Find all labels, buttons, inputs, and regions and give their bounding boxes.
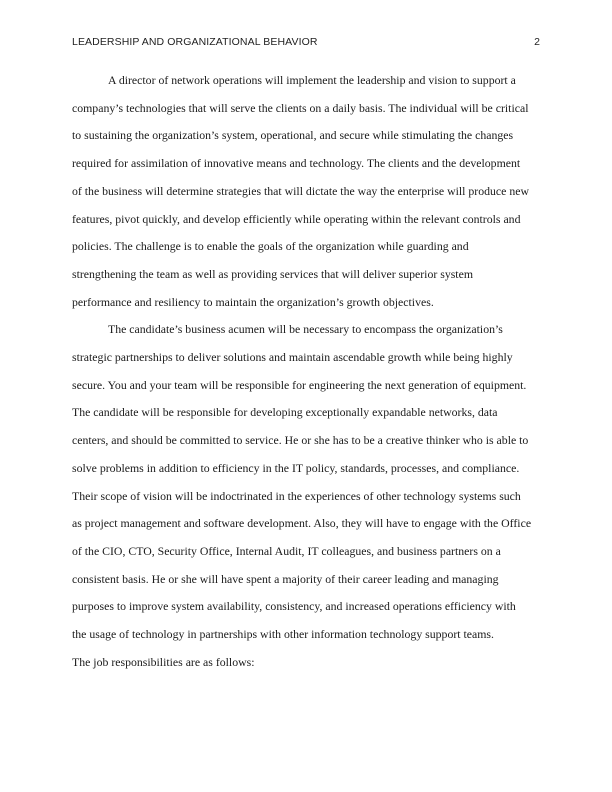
paragraph-line: A director of network operations will implement the leadership and vision to support a [108, 73, 516, 87]
paragraph-line: policies. The challenge is to enable the goals of the organization while guarding and [72, 239, 469, 254]
paragraph-line: required for assimilation of innovative means and technology. The clients and the development [72, 156, 521, 171]
paragraph-line: of the business will determine strategies that will dictate the way the enterprise will produce new [72, 183, 529, 198]
paragraph-line: features, pivot quickly, and develop efficiently while operating within the relevant controls and [72, 211, 521, 226]
paragraph-line: strengthening the team as well as providing services that will deliver superior system [72, 266, 473, 281]
paragraph-line: company’s technologies that will serve the clients on a daily basis. The individual will be critical [72, 100, 529, 115]
paragraph-line: Their scope of vision will be indoctrinated in the experiences of other technology systems such [72, 488, 521, 503]
paragraph-line: The candidate’s business acumen will be necessary to encompass the organization’s [108, 322, 503, 337]
paragraph-line: as project management and software development. Also, they will have to engage with the Office [72, 516, 532, 531]
running-head: LEADERSHIP AND ORGANIZATIONAL BEHAVIOR [72, 36, 318, 48]
paragraph-line: of the CIO, CTO, Security Office, Internal Audit, IT colleagues, and business partners on a [72, 543, 501, 558]
paragraph-line: centers, and should be committed to service. He or she has to be a creative thinker who is able to [72, 433, 529, 448]
paragraph-line: consistent basis. He or she will have spent a majority of their career leading and managing [72, 571, 499, 586]
body-text [72, 67, 540, 676]
page-number: 2 [534, 36, 540, 48]
paragraph-line: secure. You and your team will be responsible for engineering the next generation of equipment. [72, 377, 527, 392]
paragraph-line: purposes to improve system availability, consistency, and increased operations efficiency with [72, 599, 516, 614]
paragraph-line: The candidate will be responsible for developing exceptionally expandable networks, data [72, 405, 498, 420]
paragraph-line: to sustaining the organization’s system, operational, and secure while stimulating the changes [72, 128, 514, 143]
paragraph-line: solve problems in addition to efficiency in the IT policy, standards, processes, and compliance. [72, 460, 520, 475]
paragraph-line: the usage of technology in partnerships with other information technology support teams. [72, 627, 494, 642]
paragraph-3: The job responsibilities are as follows: [72, 654, 255, 669]
paragraph-1 [72, 67, 540, 316]
paragraph-2 [72, 316, 540, 648]
paragraph-line: performance and resiliency to maintain the organization’s growth objectives. [72, 294, 434, 309]
paragraph-line: strategic partnerships to deliver solutions and maintain ascendable growth while being highly [72, 350, 513, 365]
